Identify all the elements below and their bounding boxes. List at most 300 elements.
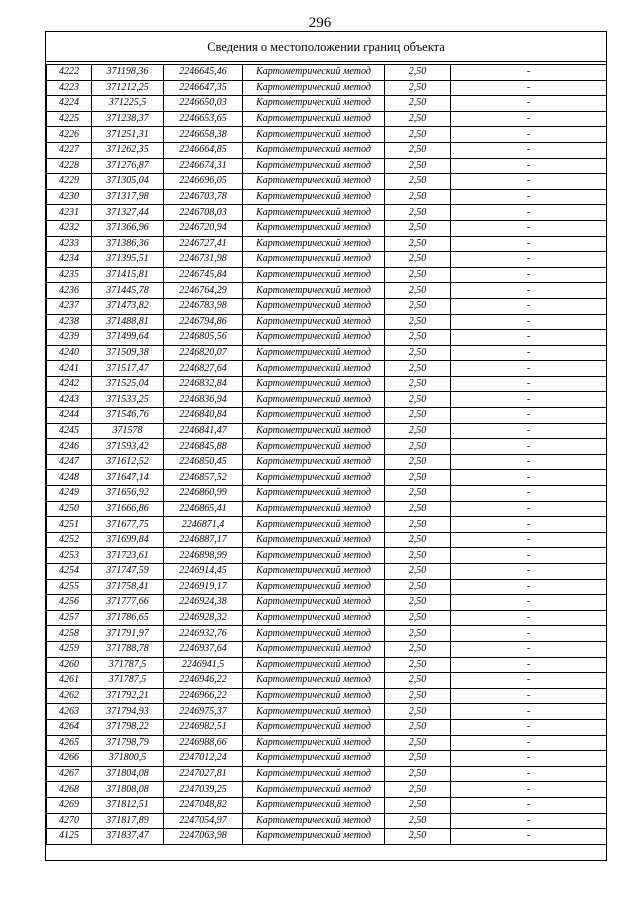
point-number-cell: 4247 (47, 454, 92, 470)
method-cell: Картометрический метод (243, 486, 385, 502)
accuracy-cell: 2,50 (385, 813, 451, 829)
note-cell: - (451, 532, 607, 548)
note-cell: - (451, 330, 607, 346)
method-cell: Картометрический метод (243, 579, 385, 595)
note-cell: - (451, 564, 607, 580)
table-row (47, 111, 607, 127)
note-cell: - (451, 735, 607, 751)
note-cell: - (451, 205, 607, 221)
x-coordinate-cell: 371817,89 (92, 813, 164, 829)
y-coordinate-cell: 2246794,86 (164, 314, 243, 330)
accuracy-cell: 2,50 (385, 579, 451, 595)
table-row (47, 501, 607, 517)
table-row (47, 595, 607, 611)
point-number-cell: 4263 (47, 704, 92, 720)
method-cell: Картометрический метод (243, 220, 385, 236)
x-coordinate-cell: 371788,78 (92, 641, 164, 657)
accuracy-cell: 2,50 (385, 564, 451, 580)
accuracy-cell: 2,50 (385, 735, 451, 751)
y-coordinate-cell: 2246708,03 (164, 205, 243, 221)
accuracy-cell: 2,50 (385, 470, 451, 486)
y-coordinate-cell: 2246840,84 (164, 408, 243, 424)
accuracy-cell: 2,50 (385, 361, 451, 377)
table-row (47, 252, 607, 268)
y-coordinate-cell: 2247012,24 (164, 751, 243, 767)
accuracy-cell: 2,50 (385, 267, 451, 283)
note-cell: - (451, 641, 607, 657)
y-coordinate-cell: 2246860,99 (164, 486, 243, 502)
x-coordinate-cell: 371612,52 (92, 454, 164, 470)
x-coordinate-cell: 371499,64 (92, 330, 164, 346)
x-coordinate-cell: 371473,82 (92, 298, 164, 314)
point-number-cell: 4250 (47, 501, 92, 517)
note-cell: - (451, 797, 607, 813)
table-row (47, 220, 607, 236)
accuracy-cell: 2,50 (385, 392, 451, 408)
method-cell: Картометрический метод (243, 314, 385, 330)
table-row (47, 735, 607, 751)
table-row (47, 719, 607, 735)
y-coordinate-cell: 2247063,98 (164, 829, 243, 845)
point-number-cell: 4238 (47, 314, 92, 330)
x-coordinate-cell: 371533,25 (92, 392, 164, 408)
note-cell: - (451, 751, 607, 767)
note-cell: - (451, 345, 607, 361)
point-number-cell: 4269 (47, 797, 92, 813)
accuracy-cell: 2,50 (385, 252, 451, 268)
table-row (47, 205, 607, 221)
y-coordinate-cell: 2246720,94 (164, 220, 243, 236)
y-coordinate-cell: 2246696,05 (164, 174, 243, 190)
method-cell: Картометрический метод (243, 330, 385, 346)
note-cell: - (451, 454, 607, 470)
accuracy-cell: 2,50 (385, 782, 451, 798)
y-coordinate-cell: 2246850,45 (164, 454, 243, 470)
point-number-cell: 4241 (47, 361, 92, 377)
method-cell: Картометрический метод (243, 829, 385, 845)
y-coordinate-cell: 2246832,84 (164, 376, 243, 392)
y-coordinate-cell: 2246898,99 (164, 548, 243, 564)
y-coordinate-cell: 2247054,97 (164, 813, 243, 829)
note-cell: - (451, 314, 607, 330)
table-row (47, 423, 607, 439)
method-cell: Картометрический метод (243, 158, 385, 174)
y-coordinate-cell: 2246805,56 (164, 330, 243, 346)
x-coordinate-cell: 371647,14 (92, 470, 164, 486)
method-cell: Картометрический метод (243, 704, 385, 720)
x-coordinate-cell: 371395,51 (92, 252, 164, 268)
method-cell: Картометрический метод (243, 595, 385, 611)
x-coordinate-cell: 371699,84 (92, 532, 164, 548)
x-coordinate-cell: 371747,59 (92, 564, 164, 580)
note-cell: - (451, 626, 607, 642)
table-row (47, 704, 607, 720)
x-coordinate-cell: 371798,79 (92, 735, 164, 751)
x-coordinate-cell: 371791,97 (92, 626, 164, 642)
table-row (47, 548, 607, 564)
y-coordinate-cell: 2246836,94 (164, 392, 243, 408)
point-number-cell: 4230 (47, 189, 92, 205)
accuracy-cell: 2,50 (385, 236, 451, 252)
point-number-cell: 4242 (47, 376, 92, 392)
point-number-cell: 4267 (47, 766, 92, 782)
x-coordinate-cell: 371509,38 (92, 345, 164, 361)
point-number-cell: 4248 (47, 470, 92, 486)
x-coordinate-cell: 371786,65 (92, 610, 164, 626)
point-number-cell: 4227 (47, 142, 92, 158)
point-number-cell: 4125 (47, 829, 92, 845)
point-number-cell: 4266 (47, 751, 92, 767)
note-cell: - (451, 127, 607, 143)
x-coordinate-cell: 371415,81 (92, 267, 164, 283)
table-row (47, 80, 607, 96)
coordinates-table-body (47, 65, 607, 845)
table-row (47, 298, 607, 314)
y-coordinate-cell: 2246674,31 (164, 158, 243, 174)
method-cell: Картометрический метод (243, 283, 385, 299)
table-row (47, 439, 607, 455)
point-number-cell: 4249 (47, 486, 92, 502)
accuracy-cell: 2,50 (385, 158, 451, 174)
method-cell: Картометрический метод (243, 782, 385, 798)
note-cell: - (451, 688, 607, 704)
table-row (47, 673, 607, 689)
note-cell: - (451, 673, 607, 689)
x-coordinate-cell: 371812,51 (92, 797, 164, 813)
x-coordinate-cell: 371546,76 (92, 408, 164, 424)
point-number-cell: 4229 (47, 174, 92, 190)
accuracy-cell: 2,50 (385, 688, 451, 704)
method-cell: Картометрический метод (243, 111, 385, 127)
accuracy-cell: 2,50 (385, 610, 451, 626)
point-number-cell: 4259 (47, 641, 92, 657)
x-coordinate-cell: 371276,87 (92, 158, 164, 174)
table-row (47, 797, 607, 813)
accuracy-cell: 2,50 (385, 80, 451, 96)
accuracy-cell: 2,50 (385, 408, 451, 424)
accuracy-cell: 2,50 (385, 719, 451, 735)
method-cell: Картометрический метод (243, 719, 385, 735)
accuracy-cell: 2,50 (385, 595, 451, 611)
x-coordinate-cell: 371525,04 (92, 376, 164, 392)
table-row (47, 314, 607, 330)
point-number-cell: 4235 (47, 267, 92, 283)
table-row (47, 189, 607, 205)
x-coordinate-cell: 371488,81 (92, 314, 164, 330)
point-number-cell: 4262 (47, 688, 92, 704)
accuracy-cell: 2,50 (385, 657, 451, 673)
y-coordinate-cell: 2246865,41 (164, 501, 243, 517)
method-cell: Картометрический метод (243, 236, 385, 252)
method-cell: Картометрический метод (243, 532, 385, 548)
point-number-cell: 4222 (47, 65, 92, 81)
table-row (47, 174, 607, 190)
point-number-cell: 4240 (47, 345, 92, 361)
x-coordinate-cell: 371251,31 (92, 127, 164, 143)
x-coordinate-cell: 371800,5 (92, 751, 164, 767)
accuracy-cell: 2,50 (385, 704, 451, 720)
point-number-cell: 4257 (47, 610, 92, 626)
accuracy-cell: 2,50 (385, 423, 451, 439)
accuracy-cell: 2,50 (385, 220, 451, 236)
note-cell: - (451, 158, 607, 174)
x-coordinate-cell: 371317,98 (92, 189, 164, 205)
method-cell: Картометрический метод (243, 252, 385, 268)
point-number-cell: 4226 (47, 127, 92, 143)
method-cell: Картометрический метод (243, 142, 385, 158)
note-cell: - (451, 782, 607, 798)
method-cell: Картометрический метод (243, 641, 385, 657)
note-cell: - (451, 298, 607, 314)
note-cell: - (451, 486, 607, 502)
method-cell: Картометрический метод (243, 205, 385, 221)
accuracy-cell: 2,50 (385, 127, 451, 143)
accuracy-cell: 2,50 (385, 751, 451, 767)
accuracy-cell: 2,50 (385, 345, 451, 361)
y-coordinate-cell: 2246937,64 (164, 641, 243, 657)
accuracy-cell: 2,50 (385, 673, 451, 689)
note-cell: - (451, 252, 607, 268)
accuracy-cell: 2,50 (385, 766, 451, 782)
note-cell: - (451, 174, 607, 190)
method-cell: Картометрический метод (243, 751, 385, 767)
point-number-cell: 4223 (47, 80, 92, 96)
point-number-cell: 4264 (47, 719, 92, 735)
table-row (47, 610, 607, 626)
accuracy-cell: 2,50 (385, 532, 451, 548)
y-coordinate-cell: 2246871,4 (164, 517, 243, 533)
y-coordinate-cell: 2246645,46 (164, 65, 243, 81)
y-coordinate-cell: 2246820,07 (164, 345, 243, 361)
table-row (47, 408, 607, 424)
y-coordinate-cell: 2246988,66 (164, 735, 243, 751)
point-number-cell: 4231 (47, 205, 92, 221)
y-coordinate-cell: 2246932,76 (164, 626, 243, 642)
y-coordinate-cell: 2246745,84 (164, 267, 243, 283)
method-cell: Картометрический метод (243, 501, 385, 517)
note-cell: - (451, 392, 607, 408)
note-cell: - (451, 423, 607, 439)
method-cell: Картометрический метод (243, 345, 385, 361)
x-coordinate-cell: 371262,35 (92, 142, 164, 158)
x-coordinate-cell: 371445,78 (92, 283, 164, 299)
x-coordinate-cell: 371327,44 (92, 205, 164, 221)
method-cell: Картометрический метод (243, 688, 385, 704)
method-cell: Картометрический метод (243, 267, 385, 283)
method-cell: Картометрический метод (243, 657, 385, 673)
note-cell: - (451, 704, 607, 720)
x-coordinate-cell: 371386,36 (92, 236, 164, 252)
y-coordinate-cell: 2246647,35 (164, 80, 243, 96)
point-number-cell: 4260 (47, 657, 92, 673)
method-cell: Картометрический метод (243, 392, 385, 408)
accuracy-cell: 2,50 (385, 454, 451, 470)
x-coordinate-cell: 371578 (92, 423, 164, 439)
note-cell: - (451, 501, 607, 517)
accuracy-cell: 2,50 (385, 330, 451, 346)
note-cell: - (451, 376, 607, 392)
method-cell: Картометрический метод (243, 439, 385, 455)
note-cell: - (451, 548, 607, 564)
y-coordinate-cell: 2246764,29 (164, 283, 243, 299)
point-number-cell: 4265 (47, 735, 92, 751)
accuracy-cell: 2,50 (385, 142, 451, 158)
note-cell: - (451, 579, 607, 595)
x-coordinate-cell: 371238,37 (92, 111, 164, 127)
accuracy-cell: 2,50 (385, 501, 451, 517)
note-cell: - (451, 813, 607, 829)
accuracy-cell: 2,50 (385, 829, 451, 845)
point-number-cell: 4228 (47, 158, 92, 174)
x-coordinate-cell: 371198,36 (92, 65, 164, 81)
note-cell: - (451, 719, 607, 735)
accuracy-cell: 2,50 (385, 111, 451, 127)
y-coordinate-cell: 2246841,47 (164, 423, 243, 439)
table-row (47, 532, 607, 548)
accuracy-cell: 2,50 (385, 641, 451, 657)
note-cell: - (451, 610, 607, 626)
table-row (47, 96, 607, 112)
table-row (47, 267, 607, 283)
note-cell: - (451, 236, 607, 252)
x-coordinate-cell: 371777,66 (92, 595, 164, 611)
x-coordinate-cell: 371808,08 (92, 782, 164, 798)
x-coordinate-cell: 371677,75 (92, 517, 164, 533)
y-coordinate-cell: 2246975,37 (164, 704, 243, 720)
method-cell: Картометрический метод (243, 298, 385, 314)
accuracy-cell: 2,50 (385, 797, 451, 813)
x-coordinate-cell: 371225,5 (92, 96, 164, 112)
table-row (47, 454, 607, 470)
y-coordinate-cell: 2246966,22 (164, 688, 243, 704)
x-coordinate-cell: 371366,96 (92, 220, 164, 236)
y-coordinate-cell: 2246664,85 (164, 142, 243, 158)
method-cell: Картометрический метод (243, 470, 385, 486)
x-coordinate-cell: 371305,04 (92, 174, 164, 190)
point-number-cell: 4224 (47, 96, 92, 112)
note-cell: - (451, 517, 607, 533)
y-coordinate-cell: 2246919,17 (164, 579, 243, 595)
method-cell: Картометрический метод (243, 548, 385, 564)
accuracy-cell: 2,50 (385, 96, 451, 112)
method-cell: Картометрический метод (243, 408, 385, 424)
method-cell: Картометрический метод (243, 766, 385, 782)
x-coordinate-cell: 371723,61 (92, 548, 164, 564)
accuracy-cell: 2,50 (385, 376, 451, 392)
y-coordinate-cell: 2246827,64 (164, 361, 243, 377)
x-coordinate-cell: 371794,93 (92, 704, 164, 720)
note-cell: - (451, 220, 607, 236)
method-cell: Картометрический метод (243, 673, 385, 689)
method-cell: Картометрический метод (243, 96, 385, 112)
note-cell: - (451, 595, 607, 611)
document-frame (45, 31, 607, 861)
point-number-cell: 4225 (47, 111, 92, 127)
x-coordinate-cell: 371517,47 (92, 361, 164, 377)
x-coordinate-cell: 371666,86 (92, 501, 164, 517)
note-cell: - (451, 111, 607, 127)
method-cell: Картометрический метод (243, 517, 385, 533)
note-cell: - (451, 80, 607, 96)
accuracy-cell: 2,50 (385, 298, 451, 314)
y-coordinate-cell: 2246857,52 (164, 470, 243, 486)
x-coordinate-cell: 371787,5 (92, 657, 164, 673)
method-cell: Картометрический метод (243, 797, 385, 813)
accuracy-cell: 2,50 (385, 517, 451, 533)
note-cell: - (451, 470, 607, 486)
table-row (47, 579, 607, 595)
y-coordinate-cell: 2246924,38 (164, 595, 243, 611)
note-cell: - (451, 766, 607, 782)
point-number-cell: 4258 (47, 626, 92, 642)
y-coordinate-cell: 2246914,45 (164, 564, 243, 580)
x-coordinate-cell: 371798,22 (92, 719, 164, 735)
note-cell: - (451, 189, 607, 205)
point-number-cell: 4239 (47, 330, 92, 346)
method-cell: Картометрический метод (243, 361, 385, 377)
y-coordinate-cell: 2246658,38 (164, 127, 243, 143)
note-cell: - (451, 439, 607, 455)
table-row (47, 829, 607, 845)
table-row (47, 158, 607, 174)
table-row (47, 751, 607, 767)
note-cell: - (451, 267, 607, 283)
point-number-cell: 4252 (47, 532, 92, 548)
method-cell: Картометрический метод (243, 564, 385, 580)
y-coordinate-cell: 2246731,98 (164, 252, 243, 268)
y-coordinate-cell: 2246650,03 (164, 96, 243, 112)
point-number-cell: 4233 (47, 236, 92, 252)
table-row (47, 641, 607, 657)
y-coordinate-cell: 2246946,22 (164, 673, 243, 689)
x-coordinate-cell: 371804,08 (92, 766, 164, 782)
accuracy-cell: 2,50 (385, 626, 451, 642)
table-row (47, 564, 607, 580)
x-coordinate-cell: 371837,47 (92, 829, 164, 845)
accuracy-cell: 2,50 (385, 548, 451, 564)
point-number-cell: 4270 (47, 813, 92, 829)
table-row (47, 65, 607, 81)
point-number-cell: 4254 (47, 564, 92, 580)
accuracy-cell: 2,50 (385, 65, 451, 81)
method-cell: Картометрический метод (243, 65, 385, 81)
point-number-cell: 4237 (47, 298, 92, 314)
table-row (47, 626, 607, 642)
point-number-cell: 4251 (47, 517, 92, 533)
note-cell: - (451, 829, 607, 845)
table-row (47, 330, 607, 346)
point-number-cell: 4245 (47, 423, 92, 439)
y-coordinate-cell: 2246941,5 (164, 657, 243, 673)
y-coordinate-cell: 2246783,98 (164, 298, 243, 314)
method-cell: Картометрический метод (243, 423, 385, 439)
x-coordinate-cell: 371787,5 (92, 673, 164, 689)
point-number-cell: 4244 (47, 408, 92, 424)
method-cell: Картометрический метод (243, 610, 385, 626)
y-coordinate-cell: 2246887,17 (164, 532, 243, 548)
y-coordinate-cell: 2247027,81 (164, 766, 243, 782)
table-row (47, 236, 607, 252)
point-number-cell: 4261 (47, 673, 92, 689)
accuracy-cell: 2,50 (385, 486, 451, 502)
note-cell: - (451, 283, 607, 299)
x-coordinate-cell: 371656,92 (92, 486, 164, 502)
y-coordinate-cell: 2247048,82 (164, 797, 243, 813)
table-row (47, 361, 607, 377)
table-row (47, 127, 607, 143)
method-cell: Картометрический метод (243, 174, 385, 190)
y-coordinate-cell: 2246845,88 (164, 439, 243, 455)
